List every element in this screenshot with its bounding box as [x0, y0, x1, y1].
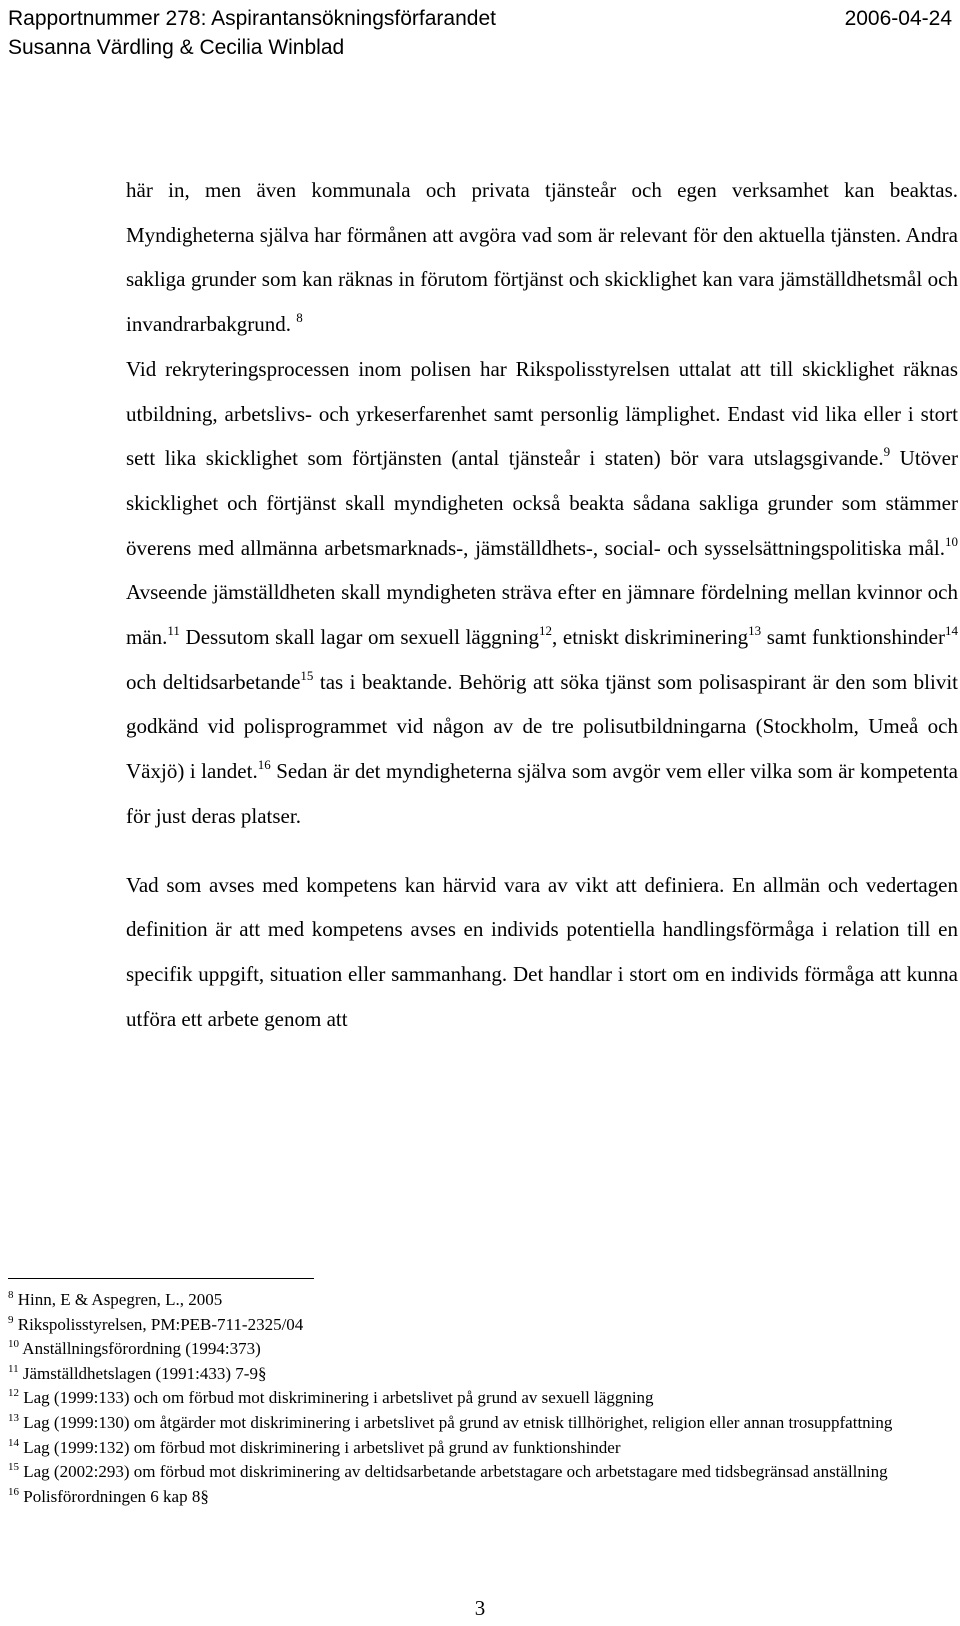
footnote-ref-8[interactable]: 8 [296, 310, 303, 326]
paragraph-2-text: , etniskt diskriminering [552, 625, 749, 650]
footnote-text: Lag (2002:293) om förbud mot diskriminering av deltidsarbetande arbetstagare och arbetstagare med tidsbegränsad anställning [19, 1462, 888, 1482]
footnote-ref-12[interactable]: 12 [539, 623, 553, 639]
footnote-number: 15 [8, 1461, 19, 1474]
footnote-14 [8, 1436, 938, 1461]
footnote-text: Lag (1999:130) om åtgärder mot diskriminering i arbetslivet på grund av etnisk tillhörighet, religion eller annan trosuppfattning [19, 1412, 893, 1432]
paragraph-2-text: samt funktionshinder [761, 625, 945, 650]
footnote-ref-9[interactable]: 9 [883, 444, 891, 460]
footnote-text: Rikspolisstyrelsen, PM:PEB-711-2325/04 [13, 1314, 304, 1334]
footnote-15 [8, 1460, 938, 1485]
footnote-ref-15[interactable]: 15 [300, 667, 314, 683]
body-text [126, 168, 958, 1041]
footnote-13 [8, 1411, 938, 1436]
authors: Susanna Värdling & Cecilia Winblad [8, 36, 345, 59]
footnote-ref-10[interactable]: 10 [945, 533, 958, 549]
paragraph-2-text: Vid rekryteringsprocessen inom polisen har Rikspolisstyrelsen uttalat att till skicklighet räknas utbildning, arbetslivs- och yrkeserfarenhet samt personlig lämplighet. Endast vid lika eller i stort sett lika skicklighet som förtjänsten (antal tjänsteår i staten) bör vara utslagsgivande. [126, 356, 958, 471]
footnote-number: 8 [8, 1289, 14, 1301]
report-date: 2006-04-24 [844, 7, 952, 30]
footnote-number: 9 [8, 1313, 14, 1326]
footnote-text: Lag (1999:132) om förbud mot diskriminering i arbetslivet på grund av funktionshinder [19, 1437, 621, 1457]
footnote-number: 11 [8, 1362, 19, 1375]
footnote-8 [8, 1288, 938, 1313]
paragraph-2 [126, 347, 958, 839]
paragraph-3 [126, 863, 958, 1042]
paragraph-2-text: tas i beaktande. Behörig att söka tjänst som polisaspirant är den som blivit godkänd vid polisprogrammet vid någon av de tre polisutbildningarna (Stockholm, Umeå och Växjö) i landet. [126, 669, 958, 784]
footnote-ref-16[interactable]: 16 [257, 757, 271, 773]
footnote-text: Anställningsförordning (1994:373) [19, 1339, 261, 1359]
footnote-ref-14[interactable]: 14 [944, 623, 958, 639]
footnote-number: 10 [8, 1338, 19, 1351]
page-number: 3 [474, 1596, 486, 1620]
footnote-text: Jämställdhetslagen (1991:433) 7-9§ [18, 1363, 267, 1383]
footnote-ref-13[interactable]: 13 [748, 623, 762, 639]
page-header [8, 4, 952, 74]
paragraph-1 [126, 168, 958, 347]
footnotes [8, 1288, 938, 1509]
paragraph-2-text: Avseende jämställdheten skall myndigheten sträva efter en jämnare fördelning mellan kvinnor och män. [126, 580, 958, 650]
paragraph-2-text: Sedan är det myndigheterna själva som avgör vem eller vilka som är kompetenta för just deras platser. [126, 759, 958, 828]
footnote-number: 12 [8, 1387, 19, 1400]
footnote-divider [8, 1278, 314, 1279]
paragraph-1-text: här in, men även kommunala och privata tjänsteår och egen verksamhet kan beaktas. Myndigheterna själva har förmånen att avgöra vad som är relevant för den aktuella tjänsten. Andra sakliga grunder som kan räknas in förutom förtjänst och skicklighet kan vara jämställdhetsmål och invandrarbakgrund. [126, 178, 958, 337]
paragraph-3-text: Vad som avses med kompetens kan härvid vara av vikt att definiera. En allmän och vedertagen definition är att med kompetens avses en individs potentiella handlingsförmåga i relation till en specifik uppgift, situation eller sammanhang. Det handlar i stort om en individs förmåga att kunna utföra ett arbete genom att [126, 872, 958, 1031]
footnote-number: 16 [8, 1485, 19, 1498]
footnote-text: Polisförordningen 6 kap 8§ [19, 1486, 209, 1506]
footnote-text: Lag (1999:133) och om förbud mot diskriminering i arbetslivet på grund av sexuell läggning [19, 1388, 654, 1408]
footnote-10 [8, 1337, 938, 1362]
footnote-number: 13 [8, 1411, 19, 1424]
footnote-ref-11[interactable]: 11 [167, 623, 180, 639]
footnote-9 [8, 1313, 938, 1338]
footnote-16 [8, 1485, 938, 1510]
report-title: Rapportnummer 278: Aspirantansökningsförfarandet [8, 7, 496, 30]
footnote-text: Hinn, E & Aspegren, L., 2005 [13, 1290, 223, 1309]
footnote-12 [8, 1386, 938, 1411]
paragraph-2-text: och deltidsarbetande [126, 669, 301, 694]
paragraph-2-text: Utöver skicklighet och förtjänst skall myndigheten också beakta sådana sakliga grunder som stämmer överens med allmänna arbetsmarknads-, jämställdhets-, social- och sysselsättningspolitiska mål. [126, 446, 958, 560]
footnote-number: 14 [8, 1436, 19, 1449]
footnote-11 [8, 1362, 938, 1387]
header-row [8, 4, 952, 33]
paragraph-2-text: Dessutom skall lagar om sexuell läggning [179, 625, 540, 650]
